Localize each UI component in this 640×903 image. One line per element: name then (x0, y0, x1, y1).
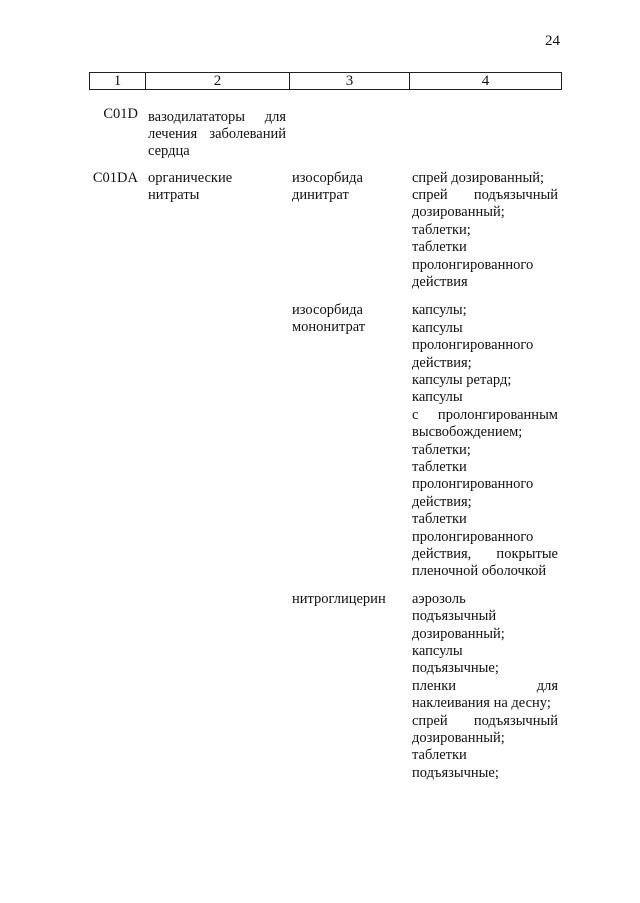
dosage-form-line: подъязычный (412, 608, 497, 624)
column-header-1: 1 (90, 73, 146, 90)
dosage-form-line: капсулы; (412, 302, 467, 318)
dosage-form-line: подъязычные; (412, 765, 499, 781)
dosage-form-line: капсулы ретард; (412, 372, 512, 388)
dosage-form-line: таблетки; (412, 442, 471, 458)
group-name-line: органические (148, 170, 233, 186)
column-header-3: 3 (290, 73, 410, 90)
dosage-form-line: действия; (412, 355, 472, 371)
dosage-form-line: пролонгированного (412, 337, 534, 353)
dosage-form-line: с пролонгированным (412, 407, 558, 423)
dosage-form-line: пролонгированного (412, 257, 534, 273)
column-header-row (90, 73, 562, 90)
dosage-form-line: таблетки (412, 459, 467, 475)
dosage-form-line: пленочной оболочкой (412, 563, 547, 579)
group-name-line: вазодилататоры для (148, 109, 286, 125)
drug-name-line: мононитрат (292, 319, 366, 335)
dosage-form-line: капсулы (412, 320, 463, 336)
dosage-form-line: таблетки (412, 511, 467, 527)
group-name-line: лечения заболеваний (148, 126, 286, 142)
drug-name-line: динитрат (292, 187, 349, 203)
dosage-form-line: аэрозоль (412, 591, 466, 607)
dosage-form-line: спрей подъязычный (412, 713, 558, 729)
drug-name-line: изосорбида (292, 170, 363, 186)
dosage-form-line: дозированный; (412, 204, 505, 220)
dosage-form-line: спрей подъязычный (412, 187, 558, 203)
dosage-form-line: спрей дозированный; (412, 170, 545, 186)
dosage-form-line: таблетки (412, 239, 467, 255)
dosage-form-line: подъязычные; (412, 660, 499, 676)
atc-code: C01DA (92, 170, 138, 186)
group-name-line: нитраты (148, 187, 200, 203)
column-header-4: 4 (410, 73, 562, 90)
dosage-form-line: наклеивания на десну; (412, 695, 551, 711)
drug-name-line: изосорбида (292, 302, 363, 318)
dosage-form-line: действия; (412, 494, 472, 510)
column-header-2: 2 (146, 73, 290, 90)
column-header-table (89, 72, 562, 90)
dosage-form-line: дозированный; (412, 626, 505, 642)
drug-name-line: нитроглицерин (292, 591, 386, 607)
page-number: 24 (545, 33, 560, 49)
dosage-form-line: таблетки; (412, 222, 471, 238)
dosage-form-line: высвобождением; (412, 424, 523, 440)
dosage-form-line: действия, покрытые (412, 546, 558, 562)
dosage-form-line: капсулы (412, 643, 463, 659)
atc-code: C01D (103, 106, 138, 122)
dosage-form-line: дозированный; (412, 730, 505, 746)
dosage-form-line: пленки для (412, 678, 558, 694)
dosage-form-line: пролонгированного (412, 476, 534, 492)
group-name-line: сердца (148, 143, 190, 159)
dosage-form-line: пролонгированного (412, 529, 534, 545)
dosage-form-line: действия (412, 274, 468, 290)
dosage-form-line: таблетки (412, 747, 467, 763)
dosage-form-line: капсулы (412, 389, 463, 405)
